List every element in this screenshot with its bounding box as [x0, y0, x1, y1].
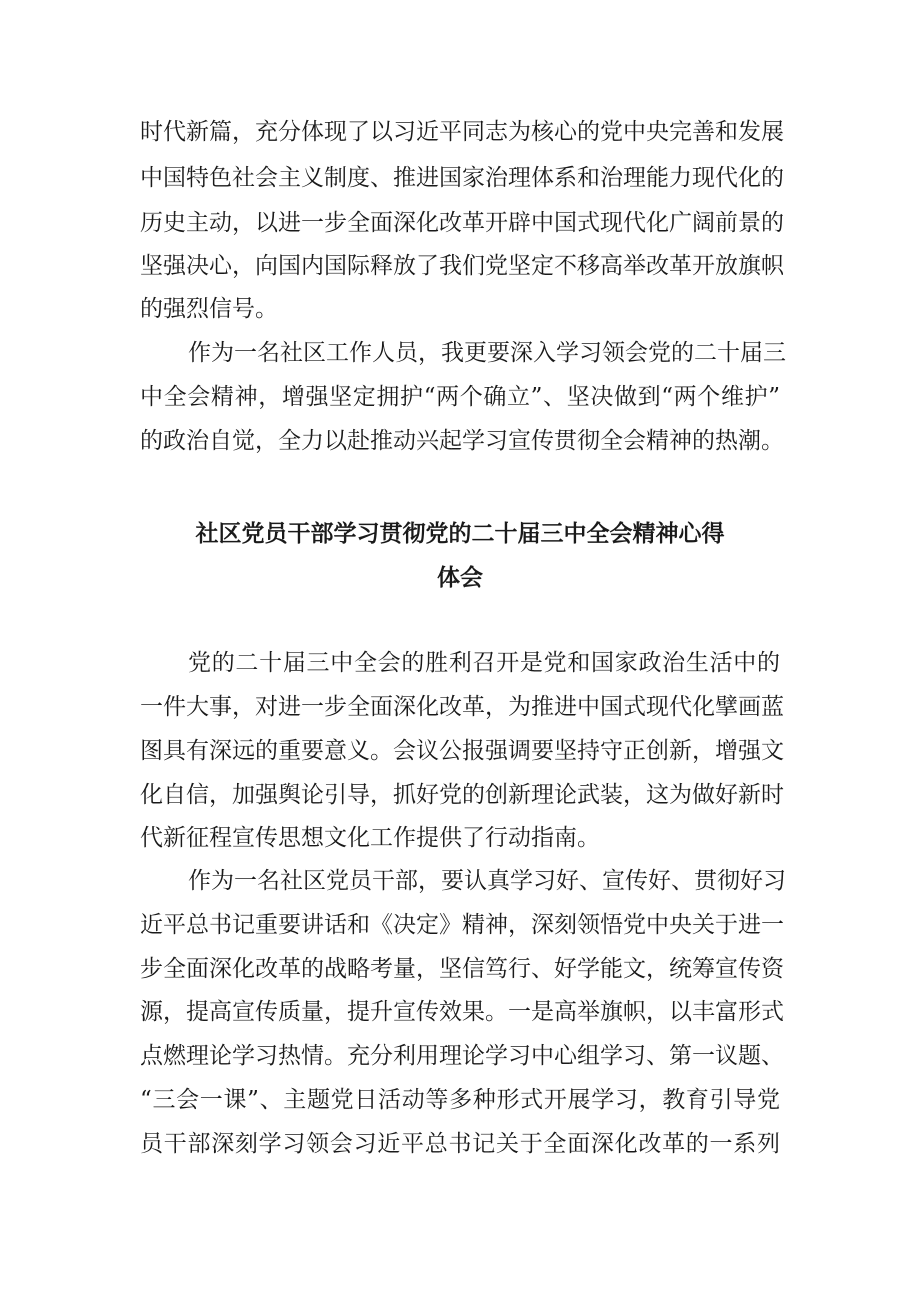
- text-line: 坚强决心，向国内国际释放了我们党坚定不移高举改革开放旗帜: [140, 253, 784, 279]
- text-line: 的强烈信号。: [140, 296, 278, 322]
- text-line: 中国特色社会主义制度、推进国家治理体系和治理能力现代化的: [140, 165, 784, 191]
- text-line: 员干部深刻学习领会习近平总书记关于全面深化改革的一系列: [140, 1131, 780, 1157]
- text-line: “三会一课”、主题党日活动等多种形式开展学习，教育引导党: [140, 1087, 780, 1113]
- text-line: 中全会精神，增强坚定拥护“两个确立”、坚决做到“两个维护”: [140, 384, 780, 410]
- text-line: 历史主动，以进一步全面深化改革开辟中国式现代化广阔前景的: [140, 210, 784, 236]
- title-line-2: 体会: [437, 565, 483, 591]
- text-line: 作为一名社区党员干部，要认真学习好、宣传好、贯彻好习: [188, 868, 786, 894]
- text-line: 图具有深远的重要意义。会议公报强调要坚持守正创新，增强文: [140, 738, 784, 764]
- text-line: 步全面深化改革的战略考量，坚信笃行、好学能文，统筹宣传资: [140, 956, 784, 982]
- title-line-1: 社区党员干部学习贯彻党的二十届三中全会精神心得: [195, 521, 725, 547]
- text-line: 代新征程宣传思想文化工作提供了行动指南。: [140, 825, 600, 851]
- text-line: 时代新篇，充分体现了以习近平同志为核心的党中央完善和发展: [140, 119, 784, 145]
- text-line: 的政治自觉，全力以赴推动兴起学习宣传贯彻全会精神的热潮。: [140, 428, 784, 454]
- text-line: 党的二十届三中全会的胜利召开是党和国家政治生活中的: [188, 650, 780, 676]
- text-line: 一件大事，对进一步全面深化改革，为推进中国式现代化擘画蓝: [140, 694, 784, 720]
- text-line: 作为一名社区工作人员，我更要深入学习领会党的二十届三: [188, 340, 786, 366]
- text-line: 源，提高宣传质量，提升宣传效果。一是高举旗帜，以丰富形式: [140, 999, 784, 1025]
- text-line: 近平总书记重要讲话和《决定》精神，深刻领悟党中央关于进一: [140, 912, 784, 938]
- text-line: 化自信，加强舆论引导，抓好党的创新理论武装，这为做好新时: [140, 782, 784, 808]
- text-line: 点燃理论学习热情。充分利用理论学习中心组学习、第一议题、: [140, 1043, 784, 1069]
